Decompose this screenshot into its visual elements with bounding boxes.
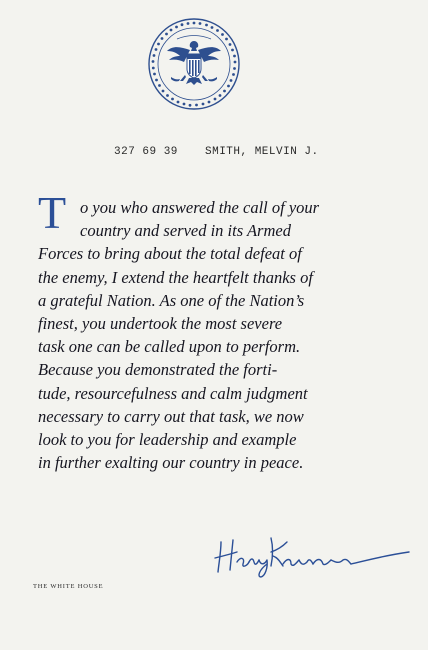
letter-line: country and served in its Armed [80,221,291,241]
letter-line: the enemy, I extend the heartfelt thanks of [38,267,313,287]
letter-line: necessary to carry out that task, we now [38,406,304,426]
letter-line: in further exalting our country in peace. [38,453,304,473]
letter-line: Forces to bring about the total defeat of [38,244,302,264]
letter-body [38,196,383,474]
drop-cap: T [38,187,67,238]
letter-line: finest, you undertook the most severe [38,314,283,334]
letter-line: o you who answered the call of your [80,198,320,217]
signature [213,532,413,578]
presidential-seal-icon [147,17,241,111]
footer-label: THE WHITE HOUSE [33,583,104,590]
letter-line: Because you demonstrated the forti- [38,360,278,380]
letter-line: task one can be called upon to perform. [38,337,301,357]
letter-line: look to you for leadership and example [38,430,297,450]
service-number: 327 69 39 [114,146,178,158]
letter-line: tude, resourcefulness and calm judgment [38,383,308,403]
recipient-name: SMITH, MELVIN J. [205,146,319,158]
letter-line: a grateful Nation. As one of the Nation’s [38,290,305,310]
